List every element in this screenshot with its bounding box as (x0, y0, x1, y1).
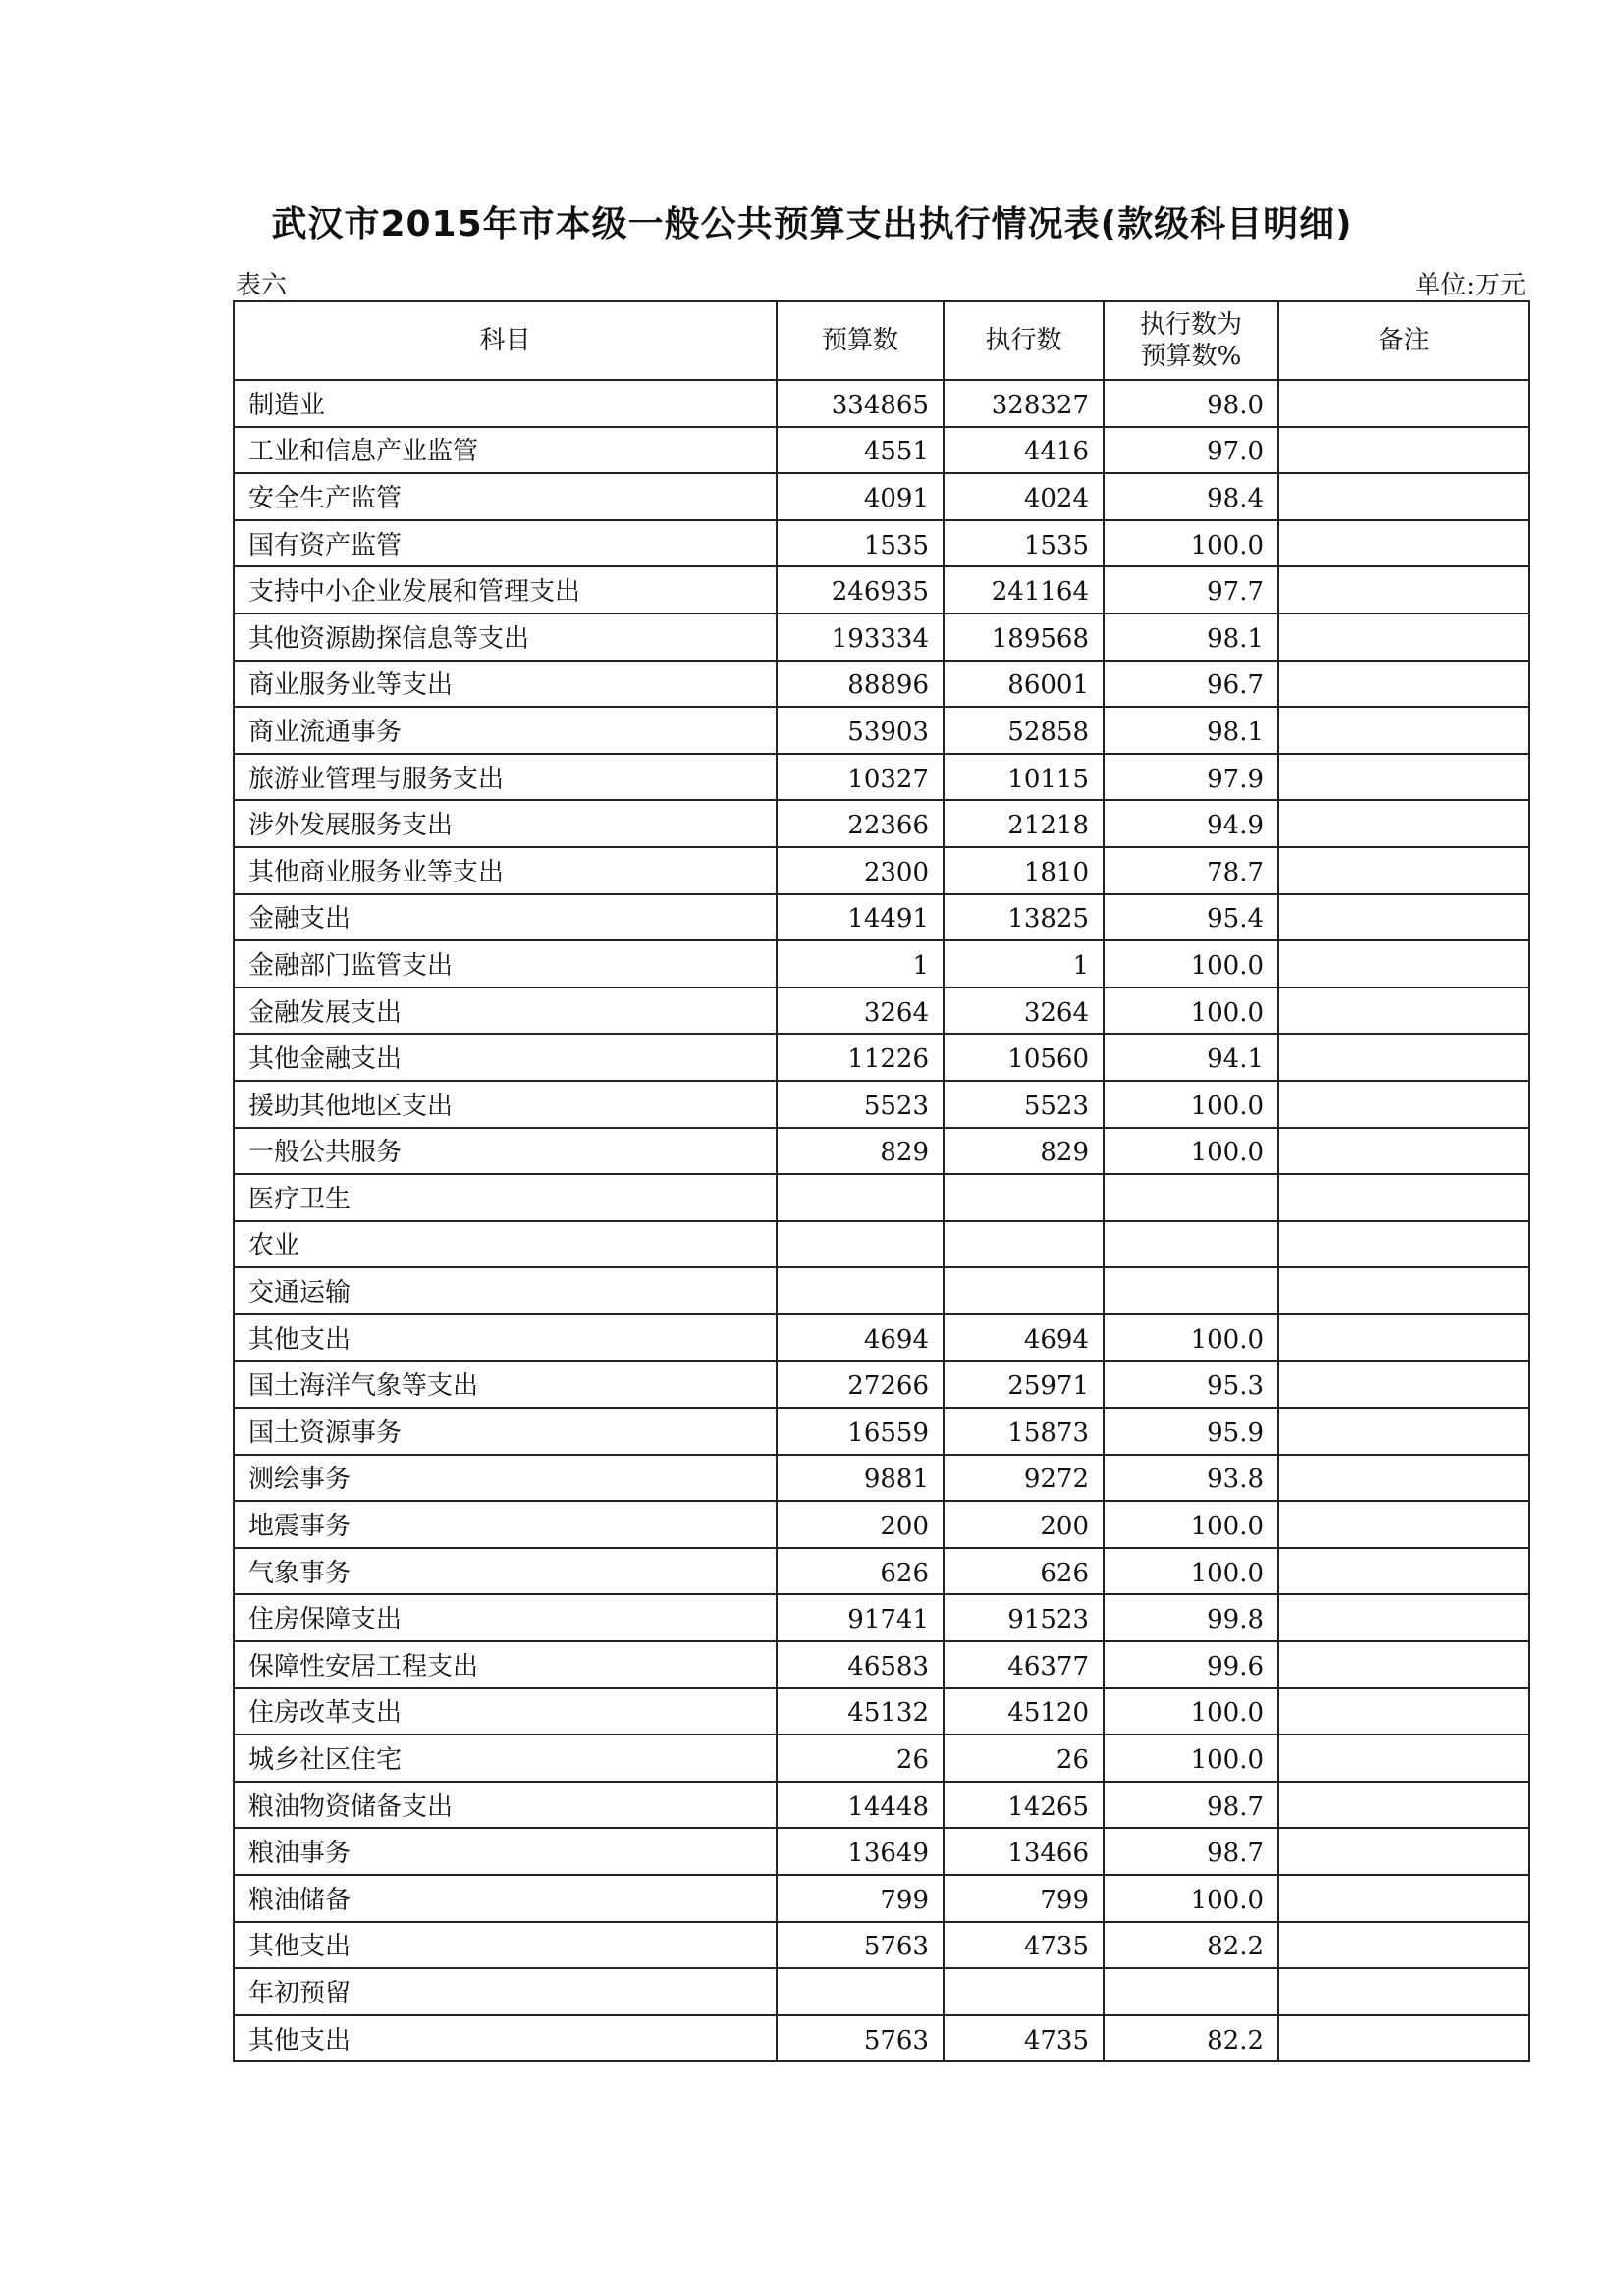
cell-executed: 626 (944, 1548, 1104, 1595)
cell-budget (777, 1968, 944, 2015)
cell-pct: 98.7 (1104, 1828, 1278, 1875)
cell-note (1278, 661, 1529, 708)
cell-note (1278, 754, 1529, 801)
table-row (234, 1314, 1529, 1362)
cell-subject: 农业 (234, 1221, 777, 1268)
cell-executed: 46377 (944, 1641, 1104, 1688)
cell-budget: 14491 (777, 894, 944, 941)
table-row (234, 1501, 1529, 1548)
cell-note (1278, 800, 1529, 847)
page-title: 武汉市2015年市本级一般公共预算支出执行情况表(款级科目明细) (271, 204, 1353, 244)
cell-subject: 住房改革支出 (234, 1688, 777, 1735)
cell-note (1278, 566, 1529, 614)
cell-executed: 4735 (944, 1922, 1104, 1969)
cell-executed: 10115 (944, 754, 1104, 801)
cell-budget: 334865 (777, 380, 944, 427)
cell-budget: 829 (777, 1128, 944, 1175)
cell-pct: 100.0 (1104, 1875, 1278, 1922)
cell-budget: 46583 (777, 1641, 944, 1688)
cell-note (1278, 894, 1529, 941)
cell-note (1278, 1735, 1529, 1782)
cell-subject: 金融部门监管支出 (234, 940, 777, 988)
cell-subject: 交通运输 (234, 1267, 777, 1314)
cell-subject: 其他支出 (234, 1922, 777, 1969)
cell-budget: 200 (777, 1501, 944, 1548)
cell-note (1278, 1782, 1529, 1829)
cell-subject: 地震事务 (234, 1501, 777, 1548)
cell-budget: 5763 (777, 2015, 944, 2062)
cell-pct: 99.6 (1104, 1641, 1278, 1688)
table-row (234, 800, 1529, 847)
cell-budget: 246935 (777, 566, 944, 614)
cell-pct (1104, 1221, 1278, 1268)
cell-executed: 328327 (944, 380, 1104, 427)
cell-budget: 27266 (777, 1361, 944, 1408)
table-row (234, 520, 1529, 567)
cell-note (1278, 1034, 1529, 1081)
cell-executed: 9272 (944, 1455, 1104, 1502)
cell-note (1278, 1501, 1529, 1548)
header-budget: 预算数 (777, 301, 944, 380)
cell-pct: 98.0 (1104, 380, 1278, 427)
cell-executed: 21218 (944, 800, 1104, 847)
cell-note (1278, 707, 1529, 754)
cell-subject: 医疗卫生 (234, 1174, 777, 1221)
cell-pct: 82.2 (1104, 2015, 1278, 2062)
cell-executed: 10560 (944, 1034, 1104, 1081)
cell-executed: 3264 (944, 988, 1104, 1035)
unit-label: 单位:万元 (1415, 271, 1526, 300)
cell-pct: 94.9 (1104, 800, 1278, 847)
cell-subject: 国土资源事务 (234, 1408, 777, 1455)
cell-budget: 5763 (777, 1922, 944, 1969)
cell-subject: 国土海洋气象等支出 (234, 1361, 777, 1408)
cell-note (1278, 1594, 1529, 1641)
cell-subject: 商业流通事务 (234, 707, 777, 754)
cell-subject: 其他支出 (234, 1314, 777, 1362)
cell-executed: 4735 (944, 2015, 1104, 2062)
table-body (234, 380, 1529, 2061)
cell-executed (944, 1267, 1104, 1314)
cell-budget: 3264 (777, 988, 944, 1035)
cell-executed: 25971 (944, 1361, 1104, 1408)
cell-pct: 100.0 (1104, 1501, 1278, 1548)
cell-executed: 1810 (944, 847, 1104, 894)
cell-pct: 96.7 (1104, 661, 1278, 708)
cell-budget: 5523 (777, 1081, 944, 1128)
cell-budget (777, 1174, 944, 1221)
cell-subject: 国有资产监管 (234, 520, 777, 567)
cell-executed: 13825 (944, 894, 1104, 941)
cell-pct (1104, 1968, 1278, 2015)
table-row (234, 1875, 1529, 1922)
cell-note (1278, 614, 1529, 661)
cell-note (1278, 988, 1529, 1035)
cell-note (1278, 427, 1529, 474)
table-row (234, 380, 1529, 427)
cell-executed: 829 (944, 1128, 1104, 1175)
cell-note (1278, 380, 1529, 427)
cell-note (1278, 1408, 1529, 1455)
cell-pct: 94.1 (1104, 1034, 1278, 1081)
cell-pct: 82.2 (1104, 1922, 1278, 1969)
cell-executed: 45120 (944, 1688, 1104, 1735)
cell-budget: 14448 (777, 1782, 944, 1829)
cell-subject: 商业服务业等支出 (234, 661, 777, 708)
table-row (234, 707, 1529, 754)
cell-subject: 其他支出 (234, 2015, 777, 2062)
table-row (234, 473, 1529, 520)
cell-executed: 1 (944, 940, 1104, 988)
cell-budget: 11226 (777, 1034, 944, 1081)
cell-pct: 98.7 (1104, 1782, 1278, 1829)
cell-note (1278, 1174, 1529, 1221)
cell-note (1278, 940, 1529, 988)
cell-subject: 粮油物资储备支出 (234, 1782, 777, 1829)
header-note: 备注 (1278, 301, 1529, 380)
cell-note (1278, 1641, 1529, 1688)
cell-budget: 626 (777, 1548, 944, 1595)
cell-budget: 4091 (777, 473, 944, 520)
table-row (234, 1782, 1529, 1829)
cell-budget: 799 (777, 1875, 944, 1922)
cell-subject: 气象事务 (234, 1548, 777, 1595)
cell-executed (944, 1174, 1104, 1221)
cell-note (1278, 1922, 1529, 1969)
cell-executed: 91523 (944, 1594, 1104, 1641)
cell-executed: 86001 (944, 661, 1104, 708)
cell-note (1278, 847, 1529, 894)
table-row (234, 1081, 1529, 1128)
table-row (234, 1641, 1529, 1688)
table-row (234, 661, 1529, 708)
cell-pct: 100.0 (1104, 1128, 1278, 1175)
cell-pct: 97.9 (1104, 754, 1278, 801)
table-row (234, 1828, 1529, 1875)
table-row (234, 614, 1529, 661)
cell-pct: 78.7 (1104, 847, 1278, 894)
table-row (234, 427, 1529, 474)
cell-budget: 88896 (777, 661, 944, 708)
table-row (234, 1968, 1529, 2015)
cell-pct: 100.0 (1104, 1081, 1278, 1128)
table-row (234, 1221, 1529, 1268)
table-row (234, 566, 1529, 614)
cell-pct (1104, 1267, 1278, 1314)
table-row (234, 754, 1529, 801)
table-row (234, 988, 1529, 1035)
table-header-row (234, 301, 1529, 380)
table-row (234, 894, 1529, 941)
cell-pct: 100.0 (1104, 1735, 1278, 1782)
cell-budget: 9881 (777, 1455, 944, 1502)
cell-budget (777, 1267, 944, 1314)
cell-pct: 100.0 (1104, 1548, 1278, 1595)
table-row (234, 1735, 1529, 1782)
cell-pct: 95.3 (1104, 1361, 1278, 1408)
cell-subject: 金融支出 (234, 894, 777, 941)
cell-subject: 援助其他地区支出 (234, 1081, 777, 1128)
table-row (234, 1594, 1529, 1641)
cell-pct: 98.4 (1104, 473, 1278, 520)
cell-subject: 年初预留 (234, 1968, 777, 2015)
cell-budget: 1 (777, 940, 944, 988)
cell-executed: 4024 (944, 473, 1104, 520)
cell-subject: 其他商业服务业等支出 (234, 847, 777, 894)
cell-note (1278, 1361, 1529, 1408)
cell-note (1278, 2015, 1529, 2062)
cell-budget: 45132 (777, 1688, 944, 1735)
header-subject: 科目 (234, 301, 777, 380)
cell-subject: 城乡社区住宅 (234, 1735, 777, 1782)
cell-executed: 26 (944, 1735, 1104, 1782)
cell-executed: 189568 (944, 614, 1104, 661)
cell-subject: 粮油储备 (234, 1875, 777, 1922)
cell-note (1278, 1081, 1529, 1128)
cell-pct: 99.8 (1104, 1594, 1278, 1641)
cell-note (1278, 1548, 1529, 1595)
cell-subject: 支持中小企业发展和管理支出 (234, 566, 777, 614)
cell-budget: 91741 (777, 1594, 944, 1641)
cell-budget: 26 (777, 1735, 944, 1782)
cell-pct: 98.1 (1104, 614, 1278, 661)
cell-subject: 粮油事务 (234, 1828, 777, 1875)
cell-budget: 193334 (777, 614, 944, 661)
cell-note (1278, 473, 1529, 520)
table-row (234, 1034, 1529, 1081)
cell-note (1278, 1267, 1529, 1314)
cell-pct: 97.7 (1104, 566, 1278, 614)
cell-pct (1104, 1174, 1278, 1221)
cell-budget: 4551 (777, 427, 944, 474)
table-row (234, 847, 1529, 894)
cell-subject: 住房保障支出 (234, 1594, 777, 1641)
cell-pct: 100.0 (1104, 1314, 1278, 1362)
table-number-label: 表六 (236, 271, 288, 300)
cell-executed: 5523 (944, 1081, 1104, 1128)
cell-executed (944, 1221, 1104, 1268)
cell-pct: 100.0 (1104, 520, 1278, 567)
cell-budget (777, 1221, 944, 1268)
cell-executed: 799 (944, 1875, 1104, 1922)
header-executed: 执行数 (944, 301, 1104, 380)
cell-pct: 95.4 (1104, 894, 1278, 941)
cell-note (1278, 520, 1529, 567)
table-row (234, 1408, 1529, 1455)
table-row (234, 2015, 1529, 2062)
cell-subject: 其他资源勘探信息等支出 (234, 614, 777, 661)
cell-subject: 保障性安居工程支出 (234, 1641, 777, 1688)
cell-executed (944, 1968, 1104, 2015)
cell-subject: 金融发展支出 (234, 988, 777, 1035)
cell-executed: 200 (944, 1501, 1104, 1548)
cell-budget: 4694 (777, 1314, 944, 1362)
cell-budget: 22366 (777, 800, 944, 847)
cell-pct: 100.0 (1104, 988, 1278, 1035)
cell-note (1278, 1828, 1529, 1875)
header-pct: 执行数为预算数% (1104, 301, 1278, 380)
cell-pct: 100.0 (1104, 940, 1278, 988)
cell-executed: 15873 (944, 1408, 1104, 1455)
budget-table (233, 300, 1530, 2062)
cell-subject: 涉外发展服务支出 (234, 800, 777, 847)
cell-subject: 制造业 (234, 380, 777, 427)
cell-budget: 10327 (777, 754, 944, 801)
cell-budget: 1535 (777, 520, 944, 567)
table-row (234, 1688, 1529, 1735)
cell-pct: 98.1 (1104, 707, 1278, 754)
cell-executed: 14265 (944, 1782, 1104, 1829)
cell-executed: 4416 (944, 427, 1104, 474)
cell-subject: 一般公共服务 (234, 1128, 777, 1175)
table-row (234, 1548, 1529, 1595)
table-row (234, 1128, 1529, 1175)
cell-executed: 241164 (944, 566, 1104, 614)
cell-note (1278, 1314, 1529, 1362)
cell-subject: 旅游业管理与服务支出 (234, 754, 777, 801)
table-row (234, 940, 1529, 988)
cell-subject: 安全生产监管 (234, 473, 777, 520)
cell-note (1278, 1968, 1529, 2015)
table-row (234, 1922, 1529, 1969)
cell-note (1278, 1688, 1529, 1735)
cell-pct: 100.0 (1104, 1688, 1278, 1735)
cell-executed: 1535 (944, 520, 1104, 567)
cell-pct: 93.8 (1104, 1455, 1278, 1502)
cell-pct: 95.9 (1104, 1408, 1278, 1455)
cell-budget: 13649 (777, 1828, 944, 1875)
cell-executed: 52858 (944, 707, 1104, 754)
cell-subject: 测绘事务 (234, 1455, 777, 1502)
cell-executed: 13466 (944, 1828, 1104, 1875)
cell-note (1278, 1128, 1529, 1175)
table-row (234, 1455, 1529, 1502)
cell-budget: 53903 (777, 707, 944, 754)
cell-budget: 2300 (777, 847, 944, 894)
cell-note (1278, 1221, 1529, 1268)
cell-subject: 其他金融支出 (234, 1034, 777, 1081)
cell-subject: 工业和信息产业监管 (234, 427, 777, 474)
cell-pct: 97.0 (1104, 427, 1278, 474)
table-row (234, 1267, 1529, 1314)
cell-note (1278, 1455, 1529, 1502)
cell-note (1278, 1875, 1529, 1922)
cell-budget: 16559 (777, 1408, 944, 1455)
cell-executed: 4694 (944, 1314, 1104, 1362)
table-row (234, 1174, 1529, 1221)
table-row (234, 1361, 1529, 1408)
